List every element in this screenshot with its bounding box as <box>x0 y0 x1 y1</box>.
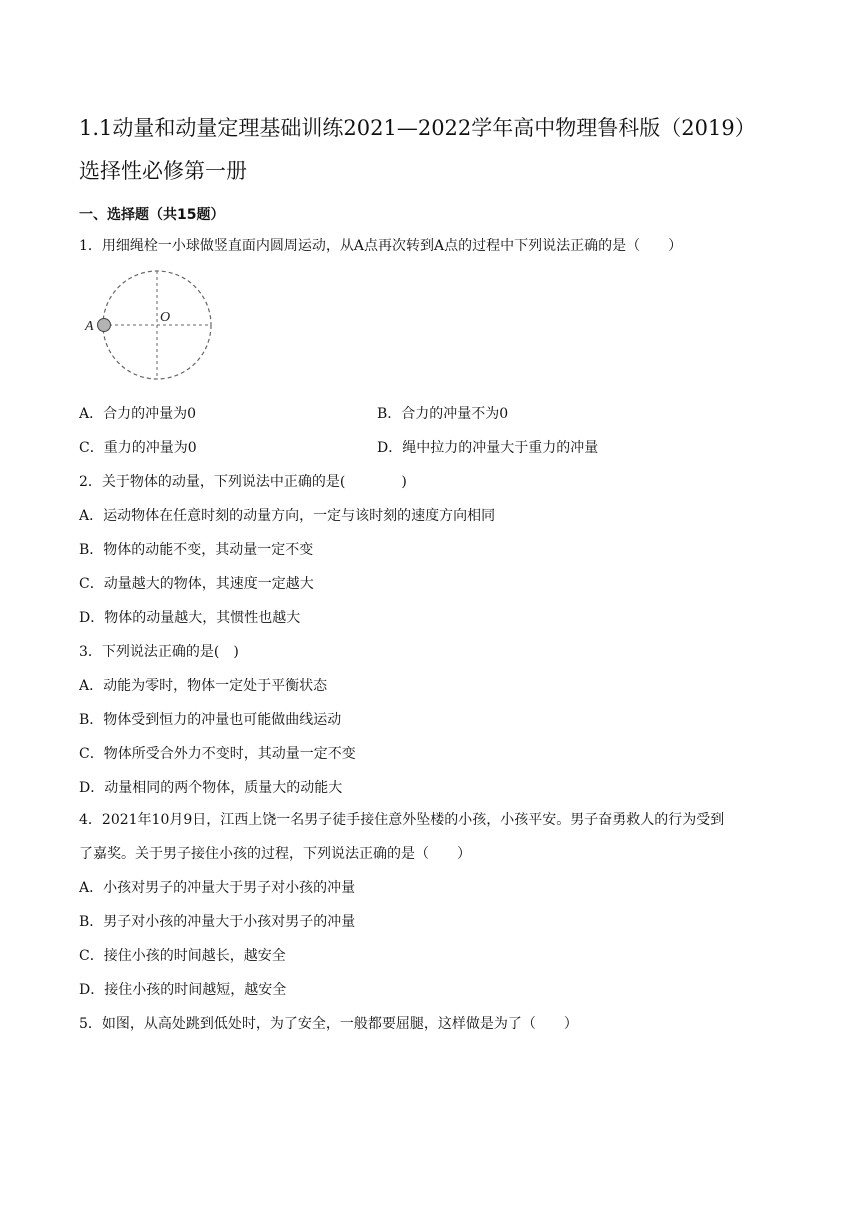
question-4-option-c: C．接住小孩的时间越长，越安全 <box>79 948 286 964</box>
question-2-option-b: B．物体的动能不变，其动量一定不变 <box>79 542 314 558</box>
question-1-stem: 1．用细绳栓一小球做竖直面内圆周运动，从A点再次转到A点的过程中下列说法正确的是（ ） <box>79 238 683 254</box>
question-3-stem: 3．下列说法正确的是( ) <box>79 644 239 660</box>
document-title-line-1: 1.1动量和动量定理基础训练2021—2022学年高中物理鲁科版（2019） <box>79 116 756 140</box>
question-4-option-d: D．接住小孩的时间越短，越安全 <box>79 982 287 998</box>
question-3-option-c: C．物体所受合外力不变时，其动量一定不变 <box>79 746 356 762</box>
document-title-line-2: 选择性必修第一册 <box>79 159 247 183</box>
question-3-option-a: A．动能为零时，物体一定处于平衡状态 <box>79 678 328 694</box>
question-5-stem: 5．如图，从高处跳到低处时，为了安全，一般都要屈腿，这样做是为了（ ） <box>79 1016 578 1032</box>
question-3-option-d: D．动量相同的两个物体，质量大的动能大 <box>79 780 343 796</box>
point-a-label: A <box>85 319 94 334</box>
question-1-option-c: C．重力的冲量为0 <box>79 440 197 456</box>
question-2-stem: 2．关于物体的动量，下列说法中正确的是( ) <box>79 474 407 490</box>
ball <box>98 319 111 332</box>
question-3-option-b: B．物体受到恒力的冲量也可能做曲线运动 <box>79 712 342 728</box>
circular-motion-diagram <box>78 266 218 384</box>
question-2-option-d: D．物体的动量越大，其惯性也越大 <box>79 610 301 626</box>
question-4-option-a: A．小孩对男子的冲量大于男子对小孩的冲量 <box>79 880 356 896</box>
point-o-label: O <box>160 310 171 325</box>
question-2-option-a: A．运动物体在任意时刻的动量方向，一定与该时刻的速度方向相同 <box>79 508 496 524</box>
section-heading: 一、选择题（共15题） <box>79 207 225 223</box>
question-1-option-b: B．合力的冲量不为0 <box>377 406 509 422</box>
question-1-option-a: A．合力的冲量为0 <box>79 406 197 422</box>
question-4-option-b: B．男子对小孩的冲量大于小孩对男子的冲量 <box>79 914 356 930</box>
question-4-stem-line-1: 4．2021年10月9日，江西上饶一名男子徒手接住意外坠楼的小孩，小孩平安。男子奋勇救人的行为受到 <box>79 812 725 828</box>
question-1-option-d: D．绳中拉力的冲量大于重力的冲量 <box>377 440 599 456</box>
question-4-stem-line-2: 了嘉奖。关于男子接住小孩的过程，下列说法正确的是（ ） <box>79 846 471 862</box>
question-2-option-c: C．动量越大的物体，其速度一定越大 <box>79 576 314 592</box>
